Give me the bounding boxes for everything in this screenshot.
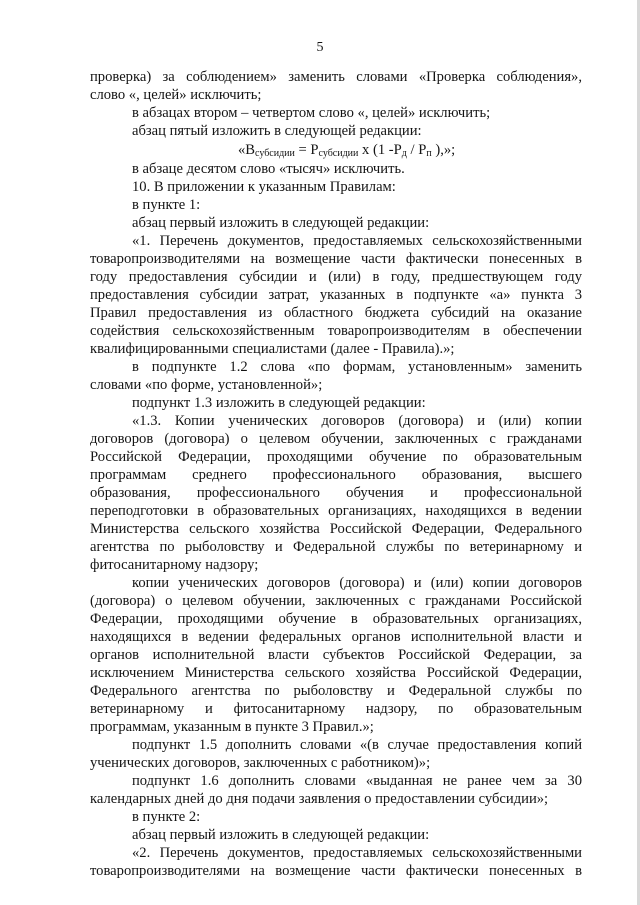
text-line: копии ученических договоров (договора) и (или) копии договоров [132,575,582,591]
text-line: органов исполнительной власти субъектов Российской Федерации, за [90,647,582,663]
text-line: слово «, целей» исключить; [90,87,262,103]
text-line: подпункт 1.6 дополнить словами «выданная не ранее чем за 30 [132,773,582,789]
formula: «$В_{субсидии} = Р_{субсидии}$ х (1 $-Р_д / Р_п$ ),»; [238,142,456,159]
text-line: переподготовки в образовательных организациях, находящихся в ведении [90,503,582,519]
text-line: в абзацах втором – четвертом слово «, целей» исключить; [132,105,491,121]
text-line: Правил предоставления из областного бюджета субсидий на оказание [90,305,582,321]
text-line: подпункт 1.5 дополнить словами «(в случае предоставления копий [132,737,582,753]
text-line: в пункте 1: [132,197,201,213]
text-line: договоров (договора) о целевом обучении, заключенных с гражданами [90,431,582,447]
text-line: агентства по рыболовству и Федеральной службы по ветеринарному и [90,539,582,555]
text-line: проверка) за соблюдением» заменить словами «Проверка соблюдения», [90,69,582,85]
text-line: календарных дней до дня подачи заявления о предоставлении субсидии»; [90,791,549,807]
text-line: предоставления субсидии затрат, указанных в подпункте «а» пункта 3 [90,287,582,303]
text-line: ветеринарному и фитосанитарному надзору, по образовательным [90,701,582,717]
text-line: товаропроизводителями на возмещение части фактически понесенных в [90,251,582,267]
text-line: образования, профессионального обучения и профессиональной [90,485,582,501]
text-line: абзац первый изложить в следующей редакции: [132,215,430,231]
text-line: «1.3. Копии ученических договоров (договора) и (или) копии [132,413,582,429]
text-line: содействия сельскохозяйственным товаропроизводителям в обеспечении [90,323,582,339]
text-line: в абзаце десятом слово «тысяч» исключить. [132,161,405,177]
text-line: подпункт 1.3 изложить в следующей редакции: [132,395,426,411]
text-line: программам среднего профессионального образования, высшего [90,467,582,483]
text-line: ученических договоров, заключенных с работником)»; [90,755,431,771]
text-line: «2. Перечень документов, предоставляемых сельскохозяйственными [132,845,582,861]
text-line: в пункте 2: [132,809,201,825]
text-line: Федерального агентства по рыболовству и Федеральной службы по [90,683,582,699]
text-line: (договора) о целевом обучении, заключенных с гражданами Российской [90,593,582,609]
text-line: находящихся в ведении федеральных органов исполнительной власти и [90,629,582,645]
text-line: 10. В приложении к указанным Правилам: [132,179,396,195]
text-line: квалифицированными специалистами (далее - Правила).»; [90,341,455,357]
text-line: году предоставления субсидии и (или) в году, предшествующем году [90,269,582,285]
text-line: словами «по форме, установленной»; [90,377,323,393]
text-line: фитосанитарному надзору; [90,557,259,573]
text-line: абзац первый изложить в следующей редакции: [132,827,430,843]
text-line: абзац пятый изложить в следующей редакции: [132,123,422,139]
text-line: Федерации, проходящими обучение в образовательных организациях, [90,611,582,627]
text-line: Министерства сельского хозяйства Российской Федерации, Федерального [90,521,582,537]
text-line: товаропроизводителями на возмещение части фактически понесенных в [90,863,582,879]
text-line: исключением Министерства сельского хозяйства Российской Федерации, [90,665,582,681]
text-line: «1. Перечень документов, предоставляемых сельскохозяйственными [132,233,582,249]
text-line: Российской Федерации, проходящими обучение по образовательным [90,449,582,465]
page-number: 5 [316,40,324,55]
text-line: в подпункте 1.2 слова «по формам, установленным» заменить [132,359,582,375]
text-line: программам, указанным в пункте 3 Правил.»; [90,719,374,735]
